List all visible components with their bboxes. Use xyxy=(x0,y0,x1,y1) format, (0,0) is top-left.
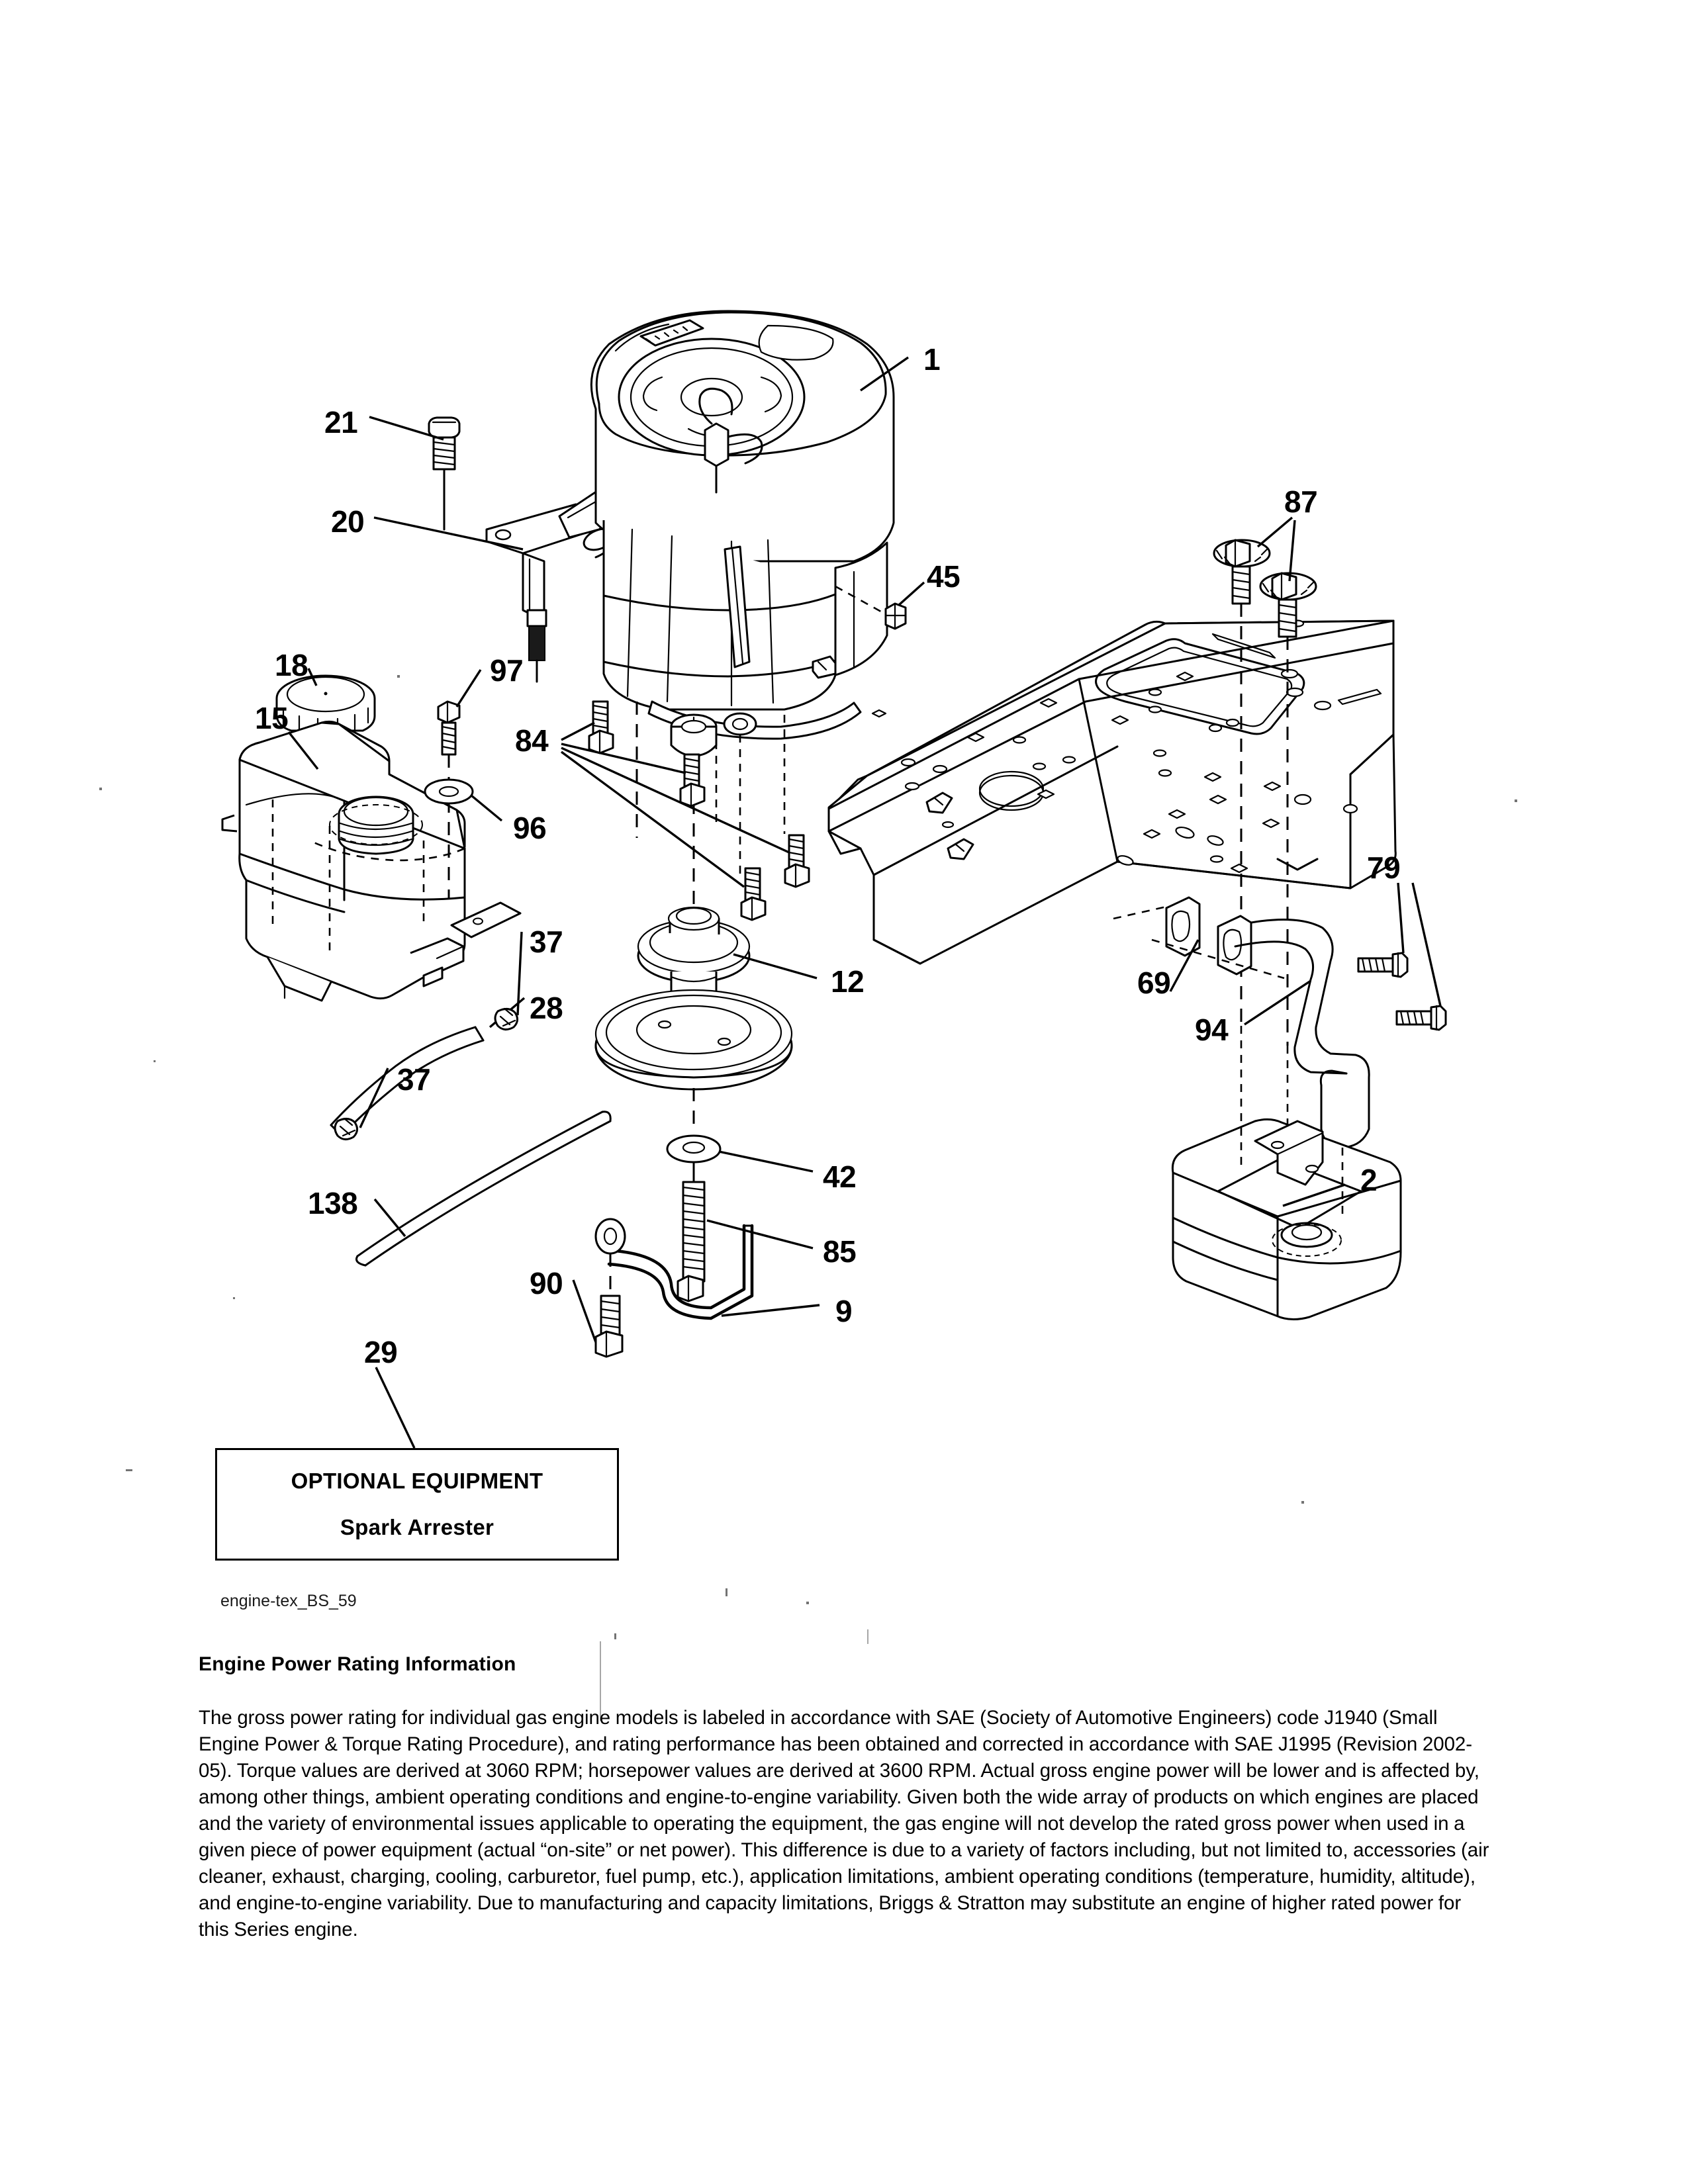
pulley-washer-42 xyxy=(667,1136,813,1171)
callout-9: 9 xyxy=(835,1294,853,1328)
callout-18: 18 xyxy=(275,648,308,682)
figure-caption: engine-tex_BS_59 xyxy=(220,1592,357,1610)
callout-20: 20 xyxy=(331,504,365,539)
power-rating-heading: Engine Power Rating Information xyxy=(199,1653,516,1675)
callout-85: 85 xyxy=(823,1234,857,1269)
chassis-plate-part xyxy=(829,621,1395,964)
scan-artifact xyxy=(126,1469,132,1471)
throttle-screw-part xyxy=(429,418,459,529)
callout-42: 42 xyxy=(823,1160,857,1194)
exhaust-tube-94 xyxy=(1235,920,1369,1148)
optional-equipment-box xyxy=(215,1448,619,1561)
scan-artifact xyxy=(726,1588,727,1596)
callout-37-upper: 37 xyxy=(530,925,563,959)
callout-79: 79 xyxy=(1367,850,1401,885)
callout-94: 94 xyxy=(1195,1013,1229,1047)
leader-29 xyxy=(376,1367,414,1448)
callout-12: 12 xyxy=(831,964,865,999)
bracket-bolt-90 xyxy=(573,1253,622,1357)
scan-artifact xyxy=(233,1297,235,1299)
power-rating-body: The gross power rating for individual gas engine models is labeled in accordance with SAE (Society of Automotive Engineers) code J1940 (Small Engine Power & Torque Rating Procedure), and rating performance has been obtained and corrected in accordance with SAE J1995 (Revision 2002-05). Torque values are derived at 3060 RPM; horsepower values are derived at 3600 RPM. Actual gross engine power will be lower and is affected by, among other things, ambient operating conditions and engine-to-engine variability. Given both the wide array of products on which engines are placed and the variety of environmental issues applicable to operating the equipment, the gas engine will not develop the rated gross power when used in a given piece of power equipment (actual “on-site” or net power). This difference is due to a variety of factors including, but not limited to, accessories (air cleaner, exhaust, charging, cooling, carburetor, fuel pump, etc.), application limitations, ambient operating conditions (temperature, humidity, altitude), and engine-to-engine variability. Due to manufacturing and capacity limitations, Briggs & Stratton may substitute an engine of higher rated power for this Series engine. xyxy=(199,1707,1489,1940)
callout-138: 138 xyxy=(308,1186,358,1220)
callout-2: 2 xyxy=(1360,1163,1378,1197)
hose-clamp-upper-37 xyxy=(495,932,522,1030)
callout-29: 29 xyxy=(364,1335,398,1369)
scan-artifact xyxy=(99,788,102,790)
engine-power-rating-section xyxy=(199,1653,1496,1943)
callout-87: 87 xyxy=(1284,484,1318,519)
callout-45: 45 xyxy=(927,559,961,594)
scan-artifact xyxy=(806,1602,809,1604)
engine-pulley-part xyxy=(596,907,817,1089)
callout-1: 1 xyxy=(923,342,941,377)
muffler-screws-79 xyxy=(1358,883,1446,1030)
callout-90: 90 xyxy=(530,1266,563,1300)
callout-15: 15 xyxy=(255,701,289,735)
callout-96: 96 xyxy=(513,811,547,845)
callout-84: 84 xyxy=(515,723,549,758)
fuel-tank-part xyxy=(222,721,520,1001)
callout-21: 21 xyxy=(324,405,358,439)
scan-artifact xyxy=(614,1633,616,1639)
scan-artifact xyxy=(867,1629,868,1644)
callout-97: 97 xyxy=(490,653,524,688)
long-rod-138 xyxy=(357,1112,611,1265)
engine-assembly-part xyxy=(591,311,908,756)
wire-bracket-9 xyxy=(596,1219,820,1318)
callout-28: 28 xyxy=(530,991,563,1025)
optional-equipment-subtitle: Spark Arrester xyxy=(340,1515,494,1539)
callout-37-lower: 37 xyxy=(397,1062,431,1097)
callout-69: 69 xyxy=(1137,966,1171,1000)
scan-artifact xyxy=(154,1060,156,1062)
scan-artifact xyxy=(397,675,400,678)
scan-artifact xyxy=(1515,799,1517,802)
optional-equipment-title: OPTIONAL EQUIPMENT xyxy=(291,1469,543,1493)
scan-artifact xyxy=(1301,1501,1304,1504)
